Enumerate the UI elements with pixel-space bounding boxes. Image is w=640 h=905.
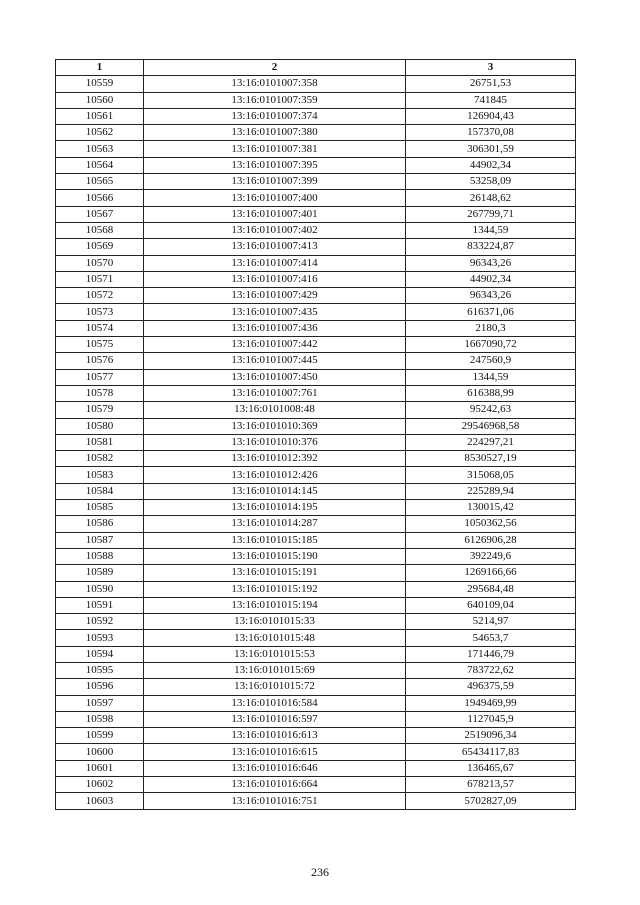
table-row [56, 337, 576, 353]
value-cell: 640109,04 [406, 597, 576, 613]
table-header [56, 60, 576, 76]
table-row [56, 92, 576, 108]
value-cell: 126904,43 [406, 108, 576, 124]
value-cell: 6126906,28 [406, 532, 576, 548]
cadastral-number-cell: 13:16:0101007:761 [144, 385, 406, 401]
cadastral-number-cell: 13:16:0101007:450 [144, 369, 406, 385]
row-number-cell: 10559 [56, 76, 144, 92]
row-number-cell: 10584 [56, 483, 144, 499]
table-row [56, 532, 576, 548]
value-cell: 1667090,72 [406, 337, 576, 353]
row-number-cell: 10577 [56, 369, 144, 385]
value-cell: 267799,71 [406, 206, 576, 222]
value-cell: 26751,53 [406, 76, 576, 92]
value-cell: 95242,63 [406, 402, 576, 418]
cadastral-number-cell: 13:16:0101007:399 [144, 174, 406, 190]
table-row [56, 581, 576, 597]
table-row [56, 695, 576, 711]
value-cell: 392249,6 [406, 548, 576, 564]
row-number-cell: 10591 [56, 597, 144, 613]
table-row [56, 76, 576, 92]
value-cell: 65434117,83 [406, 744, 576, 760]
table-row [56, 451, 576, 467]
value-cell: 8530527,19 [406, 451, 576, 467]
value-cell: 44902,34 [406, 157, 576, 173]
row-number-cell: 10563 [56, 141, 144, 157]
row-number-cell: 10569 [56, 239, 144, 255]
value-cell: 29546968,58 [406, 418, 576, 434]
table-row [56, 304, 576, 320]
cadastral-number-cell: 13:16:0101007:381 [144, 141, 406, 157]
table-row [56, 125, 576, 141]
cadastral-number-cell: 13:16:0101007:358 [144, 76, 406, 92]
value-cell: 295684,48 [406, 581, 576, 597]
row-number-cell: 10574 [56, 320, 144, 336]
row-number-cell: 10593 [56, 630, 144, 646]
column-header-cadastral-number: 2 [144, 60, 406, 76]
value-cell: 1949469,99 [406, 695, 576, 711]
table-row [56, 402, 576, 418]
value-cell: 136465,67 [406, 760, 576, 776]
table-row [56, 679, 576, 695]
table-row [56, 418, 576, 434]
cadastral-number-cell: 13:16:0101015:192 [144, 581, 406, 597]
cadastral-number-cell: 13:16:0101015:33 [144, 614, 406, 630]
table-row [56, 255, 576, 271]
cadastral-number-cell: 13:16:0101015:72 [144, 679, 406, 695]
table-row [56, 320, 576, 336]
value-cell: 53258,09 [406, 174, 576, 190]
value-cell: 26148,62 [406, 190, 576, 206]
cadastral-number-cell: 13:16:0101016:646 [144, 760, 406, 776]
header-row [56, 60, 576, 76]
value-cell: 1344,59 [406, 222, 576, 238]
table-row [56, 434, 576, 450]
row-number-cell: 10599 [56, 728, 144, 744]
cadastral-number-cell: 13:16:0101016:613 [144, 728, 406, 744]
value-cell: 315068,05 [406, 467, 576, 483]
cadastral-number-cell: 13:16:0101016:615 [144, 744, 406, 760]
value-cell: 496375,59 [406, 679, 576, 695]
row-number-cell: 10597 [56, 695, 144, 711]
cadastral-number-cell: 13:16:0101007:400 [144, 190, 406, 206]
row-number-cell: 10573 [56, 304, 144, 320]
column-header-value: 3 [406, 60, 576, 76]
cadastral-number-cell: 13:16:0101007:402 [144, 222, 406, 238]
row-number-cell: 10601 [56, 760, 144, 776]
value-cell: 96343,26 [406, 288, 576, 304]
row-number-cell: 10561 [56, 108, 144, 124]
table-row [56, 711, 576, 727]
cadastral-number-cell: 13:16:0101010:369 [144, 418, 406, 434]
value-cell: 616371,06 [406, 304, 576, 320]
value-cell: 741845 [406, 92, 576, 108]
value-cell: 247560,9 [406, 353, 576, 369]
row-number-cell: 10568 [56, 222, 144, 238]
row-number-cell: 10585 [56, 500, 144, 516]
row-number-cell: 10595 [56, 662, 144, 678]
row-number-cell: 10576 [56, 353, 144, 369]
value-cell: 306301,59 [406, 141, 576, 157]
value-cell: 54653,7 [406, 630, 576, 646]
row-number-cell: 10570 [56, 255, 144, 271]
value-cell: 224297,21 [406, 434, 576, 450]
value-cell: 96343,26 [406, 255, 576, 271]
value-cell: 616388,99 [406, 385, 576, 401]
row-number-cell: 10594 [56, 646, 144, 662]
cadastral-number-cell: 13:16:0101014:145 [144, 483, 406, 499]
value-cell: 1344,59 [406, 369, 576, 385]
cadastral-number-cell: 13:16:0101015:48 [144, 630, 406, 646]
value-cell: 1050362,56 [406, 516, 576, 532]
table-row [56, 565, 576, 581]
table-body [56, 76, 576, 809]
value-cell: 678213,57 [406, 777, 576, 793]
row-number-cell: 10579 [56, 402, 144, 418]
row-number-cell: 10582 [56, 451, 144, 467]
row-number-cell: 10592 [56, 614, 144, 630]
row-number-cell: 10588 [56, 548, 144, 564]
row-number-cell: 10602 [56, 777, 144, 793]
table-row [56, 288, 576, 304]
value-cell: 44902,34 [406, 271, 576, 287]
row-number-cell: 10589 [56, 565, 144, 581]
cadastral-number-cell: 13:16:0101015:69 [144, 662, 406, 678]
table-row [56, 662, 576, 678]
cadastral-number-cell: 13:16:0101014:287 [144, 516, 406, 532]
table-row [56, 744, 576, 760]
table-row [56, 222, 576, 238]
cadastral-number-cell: 13:16:0101007:414 [144, 255, 406, 271]
row-number-cell: 10567 [56, 206, 144, 222]
cadastral-number-cell: 13:16:0101007:395 [144, 157, 406, 173]
table-row [56, 777, 576, 793]
cadastral-number-cell: 13:16:0101007:380 [144, 125, 406, 141]
row-number-cell: 10581 [56, 434, 144, 450]
table-row [56, 793, 576, 809]
table-row [56, 500, 576, 516]
cadastral-number-cell: 13:16:0101015:190 [144, 548, 406, 564]
table-row [56, 157, 576, 173]
value-cell: 5214,97 [406, 614, 576, 630]
table-row [56, 353, 576, 369]
cadastral-number-cell: 13:16:0101015:53 [144, 646, 406, 662]
value-cell: 157370,08 [406, 125, 576, 141]
cadastral-number-cell: 13:16:0101008:48 [144, 402, 406, 418]
row-number-cell: 10562 [56, 125, 144, 141]
cadastral-number-cell: 13:16:0101016:664 [144, 777, 406, 793]
cadastral-number-cell: 13:16:0101007:416 [144, 271, 406, 287]
row-number-cell: 10571 [56, 271, 144, 287]
table-row [56, 385, 576, 401]
value-cell: 171446,79 [406, 646, 576, 662]
cadastral-number-cell: 13:16:0101007:445 [144, 353, 406, 369]
value-cell: 833224,87 [406, 239, 576, 255]
cadastral-number-cell: 13:16:0101016:751 [144, 793, 406, 809]
table-row [56, 548, 576, 564]
table-row [56, 239, 576, 255]
table-row [56, 614, 576, 630]
row-number-cell: 10580 [56, 418, 144, 434]
value-cell: 783722,62 [406, 662, 576, 678]
table-row [56, 597, 576, 613]
cadastral-number-cell: 13:16:0101007:374 [144, 108, 406, 124]
cadastral-number-cell: 13:16:0101016:597 [144, 711, 406, 727]
row-number-cell: 10603 [56, 793, 144, 809]
table-row [56, 467, 576, 483]
table-row [56, 206, 576, 222]
table-row [56, 108, 576, 124]
row-number-cell: 10566 [56, 190, 144, 206]
cadastral-number-cell: 13:16:0101012:392 [144, 451, 406, 467]
cadastral-number-cell: 13:16:0101014:195 [144, 500, 406, 516]
value-cell: 1269166,66 [406, 565, 576, 581]
cadastral-number-cell: 13:16:0101007:413 [144, 239, 406, 255]
row-number-cell: 10596 [56, 679, 144, 695]
row-number-cell: 10564 [56, 157, 144, 173]
row-number-cell: 10560 [56, 92, 144, 108]
value-cell: 225289,94 [406, 483, 576, 499]
page-number: 236 [311, 865, 329, 879]
cadastral-number-cell: 13:16:0101016:584 [144, 695, 406, 711]
row-number-cell: 10572 [56, 288, 144, 304]
row-number-cell: 10587 [56, 532, 144, 548]
row-number-cell: 10598 [56, 711, 144, 727]
cadastral-number-cell: 13:16:0101010:376 [144, 434, 406, 450]
table-row [56, 174, 576, 190]
value-cell: 130015,42 [406, 500, 576, 516]
table-row [56, 190, 576, 206]
cadastral-number-cell: 13:16:0101007:359 [144, 92, 406, 108]
table-row [56, 646, 576, 662]
row-number-cell: 10600 [56, 744, 144, 760]
cadastral-value-table [55, 59, 576, 810]
cadastral-number-cell: 13:16:0101007:435 [144, 304, 406, 320]
cadastral-number-cell: 13:16:0101015:185 [144, 532, 406, 548]
value-cell: 2180,3 [406, 320, 576, 336]
cadastral-number-cell: 13:16:0101007:401 [144, 206, 406, 222]
row-number-cell: 10586 [56, 516, 144, 532]
row-number-cell: 10575 [56, 337, 144, 353]
table-row [56, 630, 576, 646]
table-row [56, 516, 576, 532]
row-number-cell: 10565 [56, 174, 144, 190]
cadastral-number-cell: 13:16:0101007:442 [144, 337, 406, 353]
value-cell: 5702827,09 [406, 793, 576, 809]
row-number-cell: 10578 [56, 385, 144, 401]
cadastral-number-cell: 13:16:0101007:436 [144, 320, 406, 336]
table-row [56, 483, 576, 499]
table-row [56, 369, 576, 385]
row-number-cell: 10583 [56, 467, 144, 483]
table-row [56, 271, 576, 287]
cadastral-number-cell: 13:16:0101015:191 [144, 565, 406, 581]
column-header-number: 1 [56, 60, 144, 76]
value-cell: 2519096,34 [406, 728, 576, 744]
table-row [56, 760, 576, 776]
cadastral-number-cell: 13:16:0101012:426 [144, 467, 406, 483]
table-row [56, 728, 576, 744]
cadastral-number-cell: 13:16:0101015:194 [144, 597, 406, 613]
table-row [56, 141, 576, 157]
row-number-cell: 10590 [56, 581, 144, 597]
value-cell: 1127045,9 [406, 711, 576, 727]
cadastral-number-cell: 13:16:0101007:429 [144, 288, 406, 304]
